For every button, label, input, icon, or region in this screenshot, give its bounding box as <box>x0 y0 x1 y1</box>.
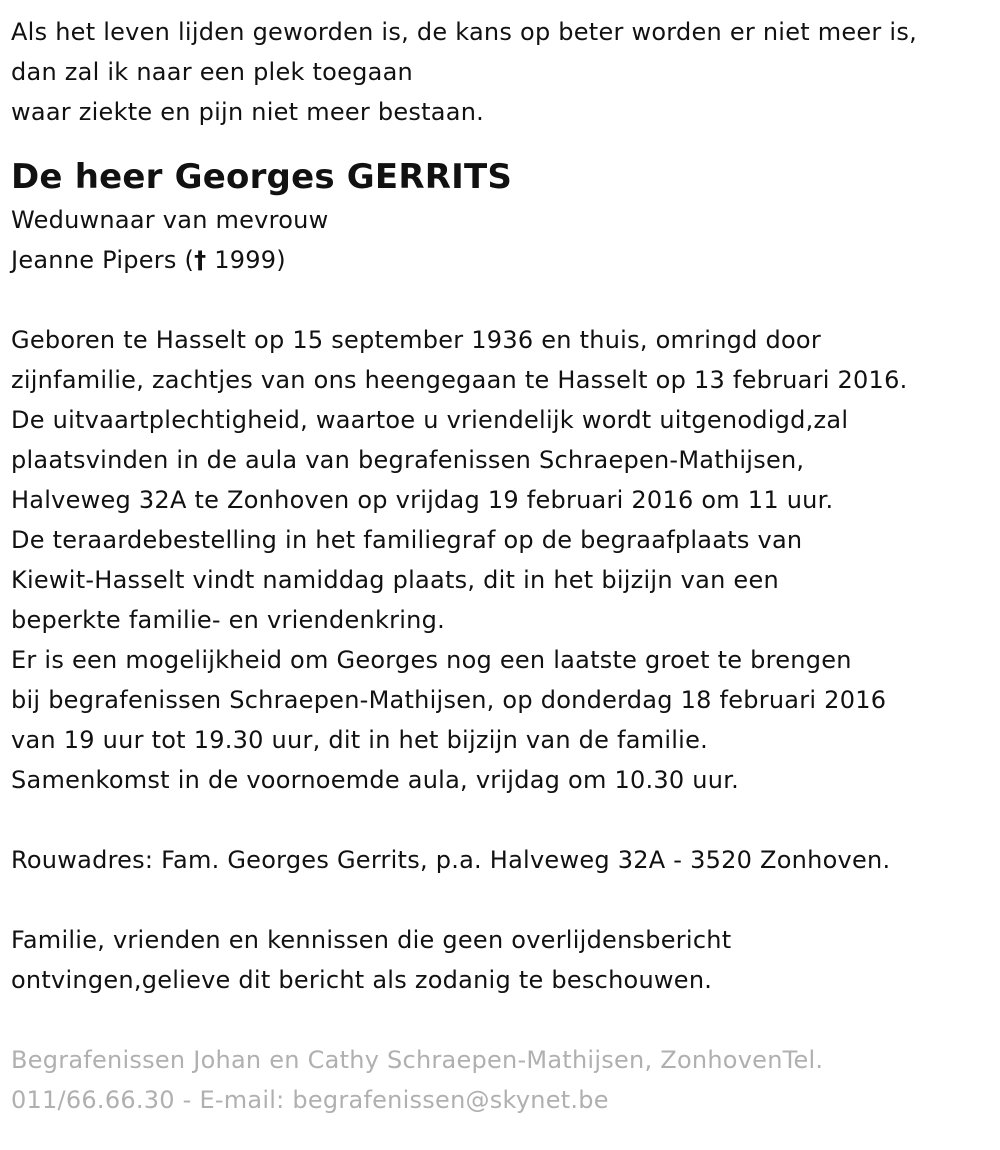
spacer <box>11 880 990 920</box>
notice-line: ontvingen,gelieve dit bericht als zodanig te beschouwen. <box>11 966 713 994</box>
spouse-name: Jeanne Pipers ( <box>11 246 195 274</box>
paragraph-line: De teraardebestelling in het familiegraf op de begraafplaats van <box>11 526 803 554</box>
spacer <box>11 800 990 840</box>
poem-line: dan zal ik naar een plek toegaan <box>11 58 413 86</box>
paragraph-line: De uitvaartplechtigheid, waartoe u vriendelijk wordt uitgenodigd,zal <box>11 406 849 434</box>
paragraph-line: Er is een mogelijkheid om Georges nog een laatste groet te brengen <box>11 646 852 674</box>
relation-line: Weduwnaar van mevrouw <box>11 206 329 234</box>
footer-line: Begrafenissen Johan en Cathy Schraepen-Mathijsen, ZonhovenTel. <box>11 1046 824 1074</box>
announcement-paragraph <box>11 320 990 800</box>
paragraph-line: bij begrafenissen Schraepen-Mathijsen, op donderdag 18 februari 2016 <box>11 686 887 714</box>
funeral-home-footer <box>11 1040 990 1120</box>
deceased-name: De heer Georges GERRITS <box>11 157 513 197</box>
paragraph-line: zijnfamilie, zachtjes van ons heengegaan te Hasselt op 13 februari 2016. <box>11 366 908 394</box>
cross-icon: † <box>194 246 207 274</box>
poem-block <box>11 12 990 132</box>
poem-line: Als het leven lijden geworden is, de kans op beter worden er niet meer is, <box>11 18 917 46</box>
notice-line: Familie, vrienden en kennissen die geen overlijdensbericht <box>11 926 732 954</box>
notice-block <box>11 920 990 1000</box>
mourning-address: Rouwadres: Fam. Georges Gerrits, p.a. Halveweg 32A - 3520 Zonhoven. <box>11 846 891 874</box>
paragraph-line: van 19 uur tot 19.30 uur, dit in het bijzijn van de familie. <box>11 726 708 754</box>
spacer <box>11 1000 990 1040</box>
spouse-line <box>11 240 990 280</box>
paragraph-line: Kiewit-Hasselt vindt namiddag plaats, dit in het bijzijn van een <box>11 566 779 594</box>
footer-contact-line: 011/66.66.30 - E-mail: begrafenissen@skynet.be <box>11 1086 609 1114</box>
spouse-year: 1999) <box>206 246 286 274</box>
spacer <box>11 280 990 320</box>
poem-line: waar ziekte en pijn niet meer bestaan. <box>11 98 485 126</box>
paragraph-line: beperkte familie- en vriendenkring. <box>11 606 445 634</box>
relation-block <box>11 200 990 280</box>
paragraph-line: Geboren te Hasselt op 15 september 1936 en thuis, omringd door <box>11 326 821 354</box>
paragraph-line: plaatsvinden in de aula van begrafenissen Schraepen-Mathijsen, <box>11 446 805 474</box>
paragraph-line: Samenkomst in de voornoemde aula, vrijdag om 10.30 uur. <box>11 766 740 794</box>
paragraph-line: Halveweg 32A te Zonhoven op vrijdag 19 februari 2016 om 11 uur. <box>11 486 834 514</box>
